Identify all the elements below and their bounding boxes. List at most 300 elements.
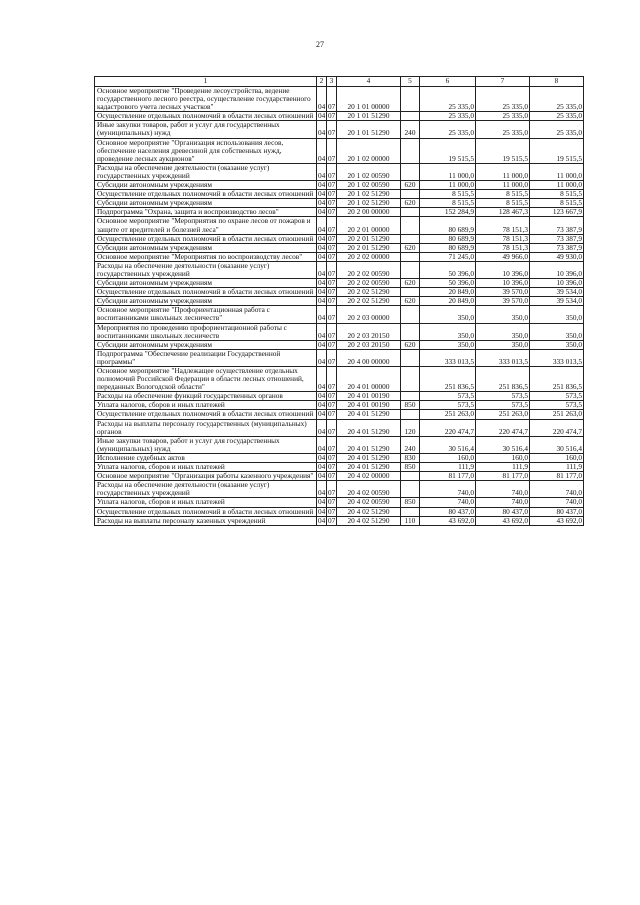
cell-name: Расходы на обеспечение деятельности (оказание услуг) государственных учреждений [95,261,317,278]
cell-section: 04 [318,462,326,472]
cell-target-code: 20 2 03 20150 [337,340,401,349]
table-row [95,453,584,462]
table-header-row [95,77,584,87]
cell-amount-col6: 80 689,9 [420,217,476,234]
cell-expense-type: 240 [401,436,420,453]
cell-expense-type [401,481,420,498]
cell-section: 04 [318,111,326,121]
cell-expense-type [401,306,420,323]
cell-name: Осуществление отдельных полномочий в области лесных отношений [95,507,317,516]
cell-amount-col8: 8 515,5 [530,199,584,208]
cell-amount-col7: 111,9 [476,463,530,472]
cell-subsection: 07 [327,323,337,340]
cell-amount-col8: 73 387,9 [530,243,584,252]
cell-amount-col8: 573,5 [530,392,584,401]
cell-name: Основное мероприятие "Надлежащее осуществление отдельных полномочий Российской Федерации в области лесных отношений, переданных Вологодской области" [95,367,317,392]
cell-amount-col6: 350,0 [420,323,476,340]
cell-target-code: 20 2 02 00590 [337,261,401,278]
cell-section: 04 [318,234,326,243]
cell-target-code: 20 4 01 00000 [337,367,401,392]
cell-name: Расходы на выплаты персоналу казенных учреждений [95,516,317,525]
cell-target-code: 20 2 02 51290 [337,288,401,297]
cell-subsection: 07 [328,497,336,507]
cell-amount-col8: 19 515,5 [530,138,584,163]
cell-target-code: 20 1 02 51290 [337,199,401,208]
cell-section: 04 [317,87,327,112]
cell-amount-col8: 573,5 [530,401,584,410]
cell-expense-type [401,367,420,392]
cell-target-code: 20 1 02 00590 [337,163,401,180]
table-row [95,367,584,392]
cell-name: Основное мероприятие "Профориентационная работа с воспитанниками школьных лесничеств" [95,306,317,323]
table-row [95,181,584,190]
cell-section: 04 [317,163,327,180]
cell-amount-col6: 25 335,0 [420,87,476,112]
cell-expense-type: 830 [401,453,420,462]
table-row [95,87,584,112]
cell-name: Субсидии автономным учреждениям [95,340,317,349]
cell-section: 04 [317,138,327,163]
cell-amount-col8: 123 667,9 [530,208,584,217]
cell-target-code: 20 4 02 00590 [337,481,401,498]
cell-amount-col6: 25 335,0 [420,112,476,121]
table-row [95,190,584,199]
cell-amount-col6: 19 515,5 [420,138,476,163]
cell-expense-type [401,288,420,297]
cell-target-code: 20 4 02 51290 [337,516,401,525]
page-number: 27 [316,40,324,49]
cell-amount-col7: 573,5 [476,392,530,401]
cell-amount-col7: 11 000,0 [476,181,530,190]
table-row [95,436,584,453]
cell-amount-col7: 350,0 [476,306,530,323]
cell-amount-col8: 10 396,0 [530,261,584,278]
cell-amount-col6: 350,0 [420,306,476,323]
cell-section: 04 [317,436,327,453]
cell-section: 04 [318,252,326,261]
cell-subsection: 07 [328,243,336,252]
table-row [95,472,584,481]
cell-subsection: 07 [327,138,337,163]
cell-expense-type [401,252,420,261]
cell-section: 04 [317,306,327,323]
cell-subsection: 07 [328,198,336,208]
cell-subsection: 07 [327,217,337,234]
cell-expense-type [401,217,420,234]
cell-expense-type [401,234,420,243]
cell-section: 04 [318,391,326,401]
cell-subsection: 07 [328,180,336,190]
cell-amount-col6: 50 396,0 [420,261,476,278]
cell-name: Субсидии автономным учреждениям [95,243,317,252]
cell-amount-col7: 25 335,0 [476,112,530,121]
cell-amount-col6: 333 013,5 [420,349,476,366]
cell-subsection: 07 [328,278,336,288]
cell-amount-col7: 49 966,0 [476,252,530,261]
column-header: 3 [327,77,337,87]
cell-amount-col6: 111,9 [420,463,476,472]
table-row [95,392,584,401]
cell-section: 04 [318,497,326,507]
cell-amount-col6: 50 396,0 [420,279,476,288]
cell-name: Подпрограмма "Охрана, защита и воспроизводство лесов" [95,208,317,217]
cell-expense-type: 850 [401,463,420,472]
cell-amount-col8: 333 013,5 [530,349,584,366]
cell-amount-col8: 111,9 [530,463,584,472]
cell-section: 04 [317,419,327,436]
cell-section: 04 [318,340,326,349]
cell-section: 04 [317,481,327,498]
cell-section: 04 [318,516,326,525]
cell-name: Осуществление отдельных полномочий в области лесных отношений [95,234,317,243]
cell-expense-type [401,261,420,278]
cell-name: Основное мероприятие "Проведение лесоустройства, ведение государственного лесного реестра, осуществление государственного кадастрового учета лесных участков" [95,87,317,112]
cell-expense-type: 620 [401,279,420,288]
cell-amount-col8: 25 335,0 [530,112,584,121]
table-row [95,463,584,472]
cell-subsection: 07 [328,462,336,472]
cell-amount-col7: 39 570,0 [476,288,530,297]
cell-amount-col7: 220 474,7 [476,419,530,436]
cell-amount-col8: 25 335,0 [530,121,584,138]
column-header: 6 [420,77,476,87]
cell-target-code: 20 4 02 51290 [337,507,401,516]
cell-expense-type: 620 [401,243,420,252]
cell-subsection: 07 [328,340,336,349]
cell-amount-col6: 740,0 [420,498,476,507]
cell-expense-type: 120 [401,419,420,436]
cell-name: Субсидии автономным учреждениям [95,279,317,288]
cell-subsection: 07 [328,391,336,401]
table-row [95,199,584,208]
cell-amount-col8: 30 516,4 [530,436,584,453]
cell-subsection: 07 [328,409,336,419]
cell-target-code: 20 1 02 00000 [337,138,401,163]
cell-name: Уплата налогов, сборов и иных платежей [95,401,317,410]
cell-section: 04 [318,198,326,208]
table-row [95,252,584,261]
cell-section: 04 [317,349,327,366]
cell-section: 04 [318,207,326,217]
cell-amount-col8: 740,0 [530,481,584,498]
cell-target-code: 20 1 02 00590 [337,181,401,190]
cell-expense-type [401,410,420,419]
cell-amount-col8: 740,0 [530,498,584,507]
column-header: 5 [401,77,420,87]
cell-subsection: 07 [327,349,337,366]
cell-section: 04 [318,453,326,462]
cell-target-code: 20 4 01 51290 [337,436,401,453]
cell-amount-col6: 43 692,0 [420,516,476,525]
cell-amount-col7: 573,5 [476,401,530,410]
cell-amount-col7: 10 396,0 [476,279,530,288]
cell-amount-col8: 80 437,0 [530,507,584,516]
cell-amount-col8: 39 534,0 [530,288,584,297]
cell-amount-col6: 80 689,9 [420,234,476,243]
cell-amount-col7: 333 013,5 [476,349,530,366]
cell-expense-type [401,112,420,121]
cell-amount-col8: 81 177,0 [530,472,584,481]
cell-amount-col7: 8 515,5 [476,199,530,208]
cell-target-code: 20 4 02 00000 [337,472,401,481]
table-row [95,217,584,234]
cell-amount-col7: 251 836,5 [476,367,530,392]
cell-amount-col7: 30 516,4 [476,436,530,453]
cell-amount-col6: 71 245,0 [420,252,476,261]
cell-amount-col6: 160,0 [420,453,476,462]
cell-subsection: 07 [328,287,336,297]
table-row [95,349,584,366]
cell-name: Иные закупки товаров, работ и услуг для государственных (муниципальных) нужд [95,121,317,138]
cell-amount-col8: 25 335,0 [530,87,584,112]
cell-section: 04 [318,296,326,306]
cell-expense-type [401,392,420,401]
cell-section: 04 [318,507,326,516]
cell-target-code: 20 2 02 00000 [337,252,401,261]
cell-name: Основное мероприятие "Мероприятия по охране лесов от пожаров и защите от вредителей и болезней леса" [95,217,317,234]
cell-subsection: 07 [328,400,336,410]
cell-name: Расходы на обеспечение деятельности (оказание услуг) государственных учреждений [95,163,317,180]
cell-subsection: 07 [328,516,336,525]
cell-target-code: 20 4 01 00190 [337,401,401,410]
cell-subsection: 07 [328,471,336,481]
cell-subsection: 07 [327,481,337,498]
cell-amount-col8: 10 396,0 [530,279,584,288]
cell-amount-col6: 25 335,0 [420,121,476,138]
cell-name: Осуществление отдельных полномочий в области лесных отношений [95,112,317,121]
cell-amount-col8: 8 515,5 [530,190,584,199]
cell-amount-col6: 80 437,0 [420,507,476,516]
cell-target-code: 20 2 01 51290 [337,234,401,243]
cell-amount-col6: 573,5 [420,401,476,410]
cell-amount-col7: 350,0 [476,323,530,340]
column-header: 7 [476,77,530,87]
cell-expense-type: 620 [401,340,420,349]
cell-subsection: 07 [328,234,336,243]
cell-expense-type [401,472,420,481]
cell-section: 04 [318,189,326,199]
table-row [95,340,584,349]
cell-amount-col6: 251 263,0 [420,410,476,419]
cell-name: Субсидии автономным учреждениям [95,199,317,208]
budget-table-container [94,76,584,526]
cell-amount-col7: 81 177,0 [476,472,530,481]
cell-expense-type [401,87,420,112]
cell-subsection: 07 [328,207,336,217]
cell-expense-type: 850 [401,401,420,410]
cell-amount-col7: 25 335,0 [476,87,530,112]
cell-amount-col7: 43 692,0 [476,516,530,525]
cell-section: 04 [318,243,326,252]
cell-name: Уплата налогов, сборов и иных платежей [95,463,317,472]
table-row [95,498,584,507]
cell-expense-type: 620 [401,181,420,190]
cell-expense-type [401,163,420,180]
cell-amount-col6: 152 284,9 [420,208,476,217]
cell-amount-col8: 160,0 [530,453,584,462]
cell-amount-col6: 80 689,9 [420,243,476,252]
cell-expense-type [401,349,420,366]
cell-target-code: 20 1 01 51290 [337,121,401,138]
cell-subsection: 07 [328,111,336,121]
cell-amount-col8: 251 263,0 [530,410,584,419]
cell-amount-col6: 740,0 [420,481,476,498]
table-row [95,288,584,297]
cell-target-code: 20 2 01 51290 [337,243,401,252]
cell-section: 04 [318,471,326,481]
column-header: 4 [337,77,401,87]
cell-amount-col8: 11 000,0 [530,163,584,180]
cell-amount-col8: 11 000,0 [530,181,584,190]
cell-amount-col6: 30 516,4 [420,436,476,453]
cell-subsection: 07 [327,163,337,180]
cell-amount-col8: 73 387,9 [530,234,584,243]
cell-amount-col7: 350,0 [476,340,530,349]
cell-subsection: 07 [327,367,337,392]
cell-amount-col7: 10 396,0 [476,261,530,278]
table-row [95,297,584,306]
cell-amount-col7: 78 151,3 [476,217,530,234]
cell-name: Субсидии автономным учреждениям [95,297,317,306]
cell-section: 04 [318,400,326,410]
cell-amount-col6: 8 515,5 [420,199,476,208]
cell-expense-type: 850 [401,498,420,507]
cell-subsection: 07 [328,453,336,462]
cell-amount-col7: 740,0 [476,481,530,498]
cell-section: 04 [318,180,326,190]
cell-name: Расходы на обеспечение функций государственных органов [95,392,317,401]
cell-target-code: 20 4 01 00190 [337,392,401,401]
cell-section: 04 [318,287,326,297]
table-row [95,419,584,436]
cell-amount-col6: 573,5 [420,392,476,401]
cell-subsection: 07 [328,252,336,261]
cell-name: Расходы на выплаты персоналу государственных (муниципальных) органов [95,419,317,436]
table-row [95,243,584,252]
cell-section: 04 [317,323,327,340]
cell-target-code: 20 1 01 51290 [337,112,401,121]
cell-subsection: 07 [327,436,337,453]
cell-expense-type [401,507,420,516]
cell-expense-type: 620 [401,297,420,306]
cell-subsection: 07 [328,296,336,306]
cell-amount-col8: 220 474,7 [530,419,584,436]
cell-name: Уплата налогов, сборов и иных платежей [95,498,317,507]
table-row [95,481,584,498]
cell-amount-col7: 128 467,3 [476,208,530,217]
cell-amount-col6: 20 849,0 [420,288,476,297]
cell-name: Осуществление отдельных полномочий в области лесных отношений [95,288,317,297]
cell-expense-type [401,323,420,340]
cell-target-code: 20 4 00 00000 [337,349,401,366]
cell-amount-col8: 43 692,0 [530,516,584,525]
cell-target-code: 20 2 02 00590 [337,279,401,288]
cell-amount-col6: 20 849,0 [420,297,476,306]
column-header: 1 [95,77,317,87]
cell-amount-col8: 49 930,0 [530,252,584,261]
cell-amount-col8: 350,0 [530,340,584,349]
cell-amount-col7: 740,0 [476,498,530,507]
cell-target-code: 20 2 00 00000 [337,208,401,217]
table-row [95,306,584,323]
cell-section: 04 [317,217,327,234]
cell-target-code: 20 2 03 20150 [337,323,401,340]
cell-section: 04 [317,367,327,392]
cell-amount-col7: 19 515,5 [476,138,530,163]
cell-name: Подпрограмма "Обеспечение реализации Государственной программы" [95,349,317,366]
cell-expense-type: 620 [401,199,420,208]
table-row [95,121,584,138]
table-row [95,112,584,121]
table-row [95,279,584,288]
cell-name: Иные закупки товаров, работ и услуг для государственных (муниципальных) нужд [95,436,317,453]
table-row [95,261,584,278]
cell-target-code: 20 4 01 51290 [337,463,401,472]
cell-subsection: 07 [327,121,337,138]
cell-amount-col7: 11 000,0 [476,163,530,180]
cell-expense-type: 110 [401,516,420,525]
cell-amount-col7: 251 263,0 [476,410,530,419]
cell-target-code: 20 2 03 00000 [337,306,401,323]
cell-name: Расходы на обеспечение деятельности (оказание услуг) государственных учреждений [95,481,317,498]
cell-amount-col8: 39 534,0 [530,297,584,306]
cell-name: Основное мероприятие "Организация работы казенного учреждения" [95,472,317,481]
table-row [95,401,584,410]
cell-target-code: 20 4 02 00590 [337,498,401,507]
column-header: 8 [530,77,584,87]
cell-amount-col7: 80 437,0 [476,507,530,516]
cell-subsection: 07 [328,507,336,516]
cell-subsection: 07 [327,87,337,112]
cell-amount-col6: 251 836,5 [420,367,476,392]
cell-target-code: 20 4 01 51290 [337,410,401,419]
cell-subsection: 07 [327,419,337,436]
cell-name: Осуществление отдельных полномочий в области лесных отношений [95,190,317,199]
cell-amount-col6: 350,0 [420,340,476,349]
cell-amount-col7: 78 151,3 [476,234,530,243]
budget-table [94,76,584,526]
column-header: 2 [317,77,327,87]
cell-subsection: 07 [327,306,337,323]
table-row [95,410,584,419]
cell-amount-col7: 25 335,0 [476,121,530,138]
cell-amount-col7: 160,0 [476,453,530,462]
cell-section: 04 [318,278,326,288]
cell-amount-col7: 39 570,0 [476,297,530,306]
cell-name: Субсидии автономным учреждениям [95,181,317,190]
table-row [95,323,584,340]
cell-target-code: 20 4 01 51290 [337,453,401,462]
cell-name: Основное мероприятие "Мероприятия по воспроизводству лесов" [95,252,317,261]
cell-target-code: 20 2 02 51290 [337,297,401,306]
table-row [95,138,584,163]
table-row [95,163,584,180]
cell-amount-col6: 11 000,0 [420,163,476,180]
cell-name: Мероприятия по проведению профориентационной работы с воспитанниками школьных лесничеств [95,323,317,340]
cell-amount-col7: 8 515,5 [476,190,530,199]
cell-amount-col6: 8 515,5 [420,190,476,199]
cell-expense-type [401,138,420,163]
cell-expense-type [401,208,420,217]
cell-amount-col7: 78 151,3 [476,243,530,252]
cell-subsection: 07 [328,189,336,199]
cell-amount-col8: 350,0 [530,323,584,340]
cell-target-code: 20 2 01 00000 [337,217,401,234]
cell-amount-col8: 73 387,9 [530,217,584,234]
table-row [95,516,584,525]
cell-section: 04 [318,409,326,419]
table-row [95,234,584,243]
